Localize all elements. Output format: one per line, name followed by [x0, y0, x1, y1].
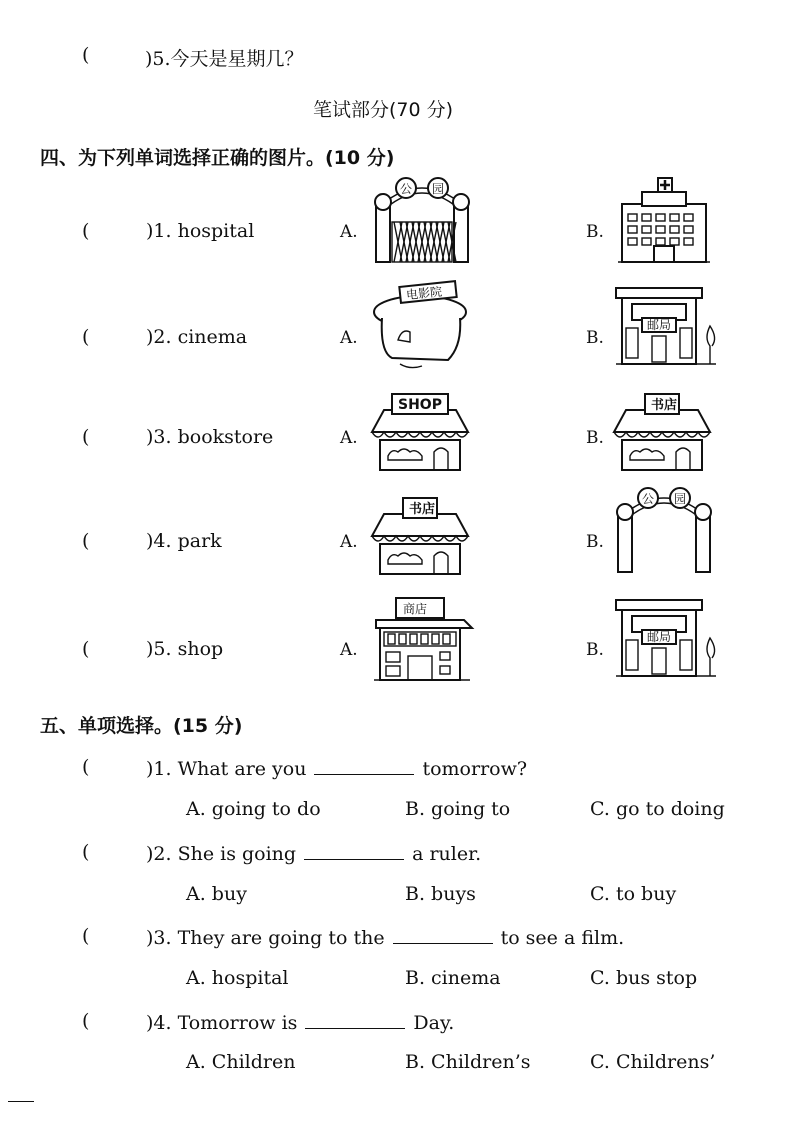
option-b-label: B. — [586, 328, 604, 348]
svg-text:书店: 书店 — [651, 398, 678, 413]
word-text: cinema — [177, 326, 248, 348]
question-text: 今天是星期几？ — [170, 48, 304, 70]
answer-paren: ( — [82, 530, 90, 552]
option-a-picture[interactable] — [370, 176, 478, 270]
question-stem: Tomorrow is — [177, 1012, 298, 1034]
mc-question-4 — [146, 1010, 454, 1034]
mc-question-2 — [146, 841, 481, 865]
question-number: )3. — [146, 927, 172, 949]
question-number: )4. — [146, 1012, 172, 1034]
question-number: )5. — [145, 48, 171, 70]
question-stem-end: Day. — [413, 1012, 455, 1034]
option-b-label: B. — [586, 428, 604, 448]
answer-paren: ( — [82, 426, 90, 448]
answer-blank[interactable] — [314, 756, 414, 775]
option-b: B. buys — [405, 883, 476, 905]
question-number: )2. — [146, 843, 172, 865]
answer-paren: ( — [82, 44, 90, 66]
listening-q5 — [145, 44, 304, 71]
question-number: )3. — [146, 426, 172, 448]
option-c: C. to buy — [590, 883, 677, 905]
answer-paren: ( — [82, 1010, 90, 1032]
answer-paren: ( — [82, 841, 90, 863]
svg-text:园: 园 — [432, 182, 445, 196]
option-a-label: A. — [340, 640, 358, 660]
word-item — [146, 220, 254, 242]
answer-paren: ( — [82, 326, 90, 348]
answer-blank[interactable] — [304, 841, 404, 860]
question-number: )4. — [146, 530, 172, 552]
option-a-picture[interactable] — [370, 594, 478, 688]
option-a-picture[interactable] — [370, 486, 478, 580]
question-stem-end: tomorrow? — [422, 758, 528, 780]
option-b-picture[interactable] — [612, 176, 720, 270]
question-number: )2. — [146, 326, 172, 348]
word-item — [146, 426, 273, 448]
svg-text:园: 园 — [674, 492, 687, 506]
answer-paren: ( — [82, 756, 90, 778]
question-number: )1. — [146, 220, 172, 242]
option-a-label: A. — [340, 428, 358, 448]
mc-question-3 — [146, 925, 624, 949]
word-item — [146, 530, 222, 552]
svg-text:邮局: 邮局 — [647, 630, 672, 644]
option-c: C. Childrens’ — [590, 1051, 716, 1073]
word-text: park — [177, 530, 222, 552]
option-b: B. going to — [405, 798, 511, 820]
svg-text:商店: 商店 — [403, 602, 428, 616]
word-text: bookstore — [177, 426, 274, 448]
answer-paren: ( — [82, 220, 90, 242]
option-a-label: A. — [340, 222, 358, 242]
option-a-picture[interactable] — [370, 382, 478, 476]
section5-heading: 五、单项选择。(15 分) — [40, 715, 243, 737]
option-b-label: B. — [586, 532, 604, 552]
question-stem: What are you — [177, 758, 307, 780]
question-stem-end: a ruler. — [412, 843, 482, 865]
answer-blank[interactable] — [393, 925, 493, 944]
question-number: )5. — [146, 638, 172, 660]
answer-paren: ( — [82, 925, 90, 947]
option-a-picture[interactable] — [370, 282, 478, 376]
answer-paren: ( — [82, 638, 90, 660]
option-a: A. hospital — [186, 967, 289, 989]
question-stem: They are going to the — [177, 927, 385, 949]
question-stem: She is going — [177, 843, 297, 865]
svg-text:电影院: 电影院 — [405, 284, 443, 303]
word-item — [146, 326, 247, 348]
svg-text:邮局: 邮局 — [647, 318, 672, 332]
word-text: shop — [177, 638, 224, 660]
question-stem-end: to see a film. — [500, 927, 625, 949]
written-part-title: 笔试部分(70 分) — [313, 99, 454, 121]
option-c: C. bus stop — [590, 967, 698, 989]
word-text: hospital — [177, 220, 255, 242]
option-b-label: B. — [586, 222, 604, 242]
mc-question-1 — [146, 756, 527, 780]
option-a-label: A. — [340, 328, 358, 348]
svg-text:书店: 书店 — [409, 502, 436, 517]
option-b-picture[interactable] — [612, 594, 720, 688]
option-b-picture[interactable] — [612, 282, 720, 376]
svg-text:公: 公 — [400, 182, 413, 196]
option-b: B. Children’s — [405, 1051, 531, 1073]
option-a: A. buy — [186, 883, 247, 905]
option-a: A. Children — [186, 1051, 296, 1073]
svg-text:公: 公 — [642, 492, 655, 506]
option-c: C. go to doing — [590, 798, 725, 820]
option-b-picture[interactable] — [612, 486, 720, 580]
option-a-label: A. — [340, 532, 358, 552]
page-corner-mark — [8, 1101, 34, 1102]
answer-blank[interactable] — [305, 1010, 405, 1029]
question-number: )1. — [146, 758, 172, 780]
option-b: B. cinema — [405, 967, 501, 989]
option-a: A. going to do — [186, 798, 321, 820]
option-b-label: B. — [586, 640, 604, 660]
section4-heading: 四、为下列单词选择正确的图片。(10 分) — [40, 147, 395, 169]
svg-text:SHOP: SHOP — [398, 397, 442, 413]
option-b-picture[interactable] — [612, 382, 720, 476]
word-item — [146, 638, 223, 660]
